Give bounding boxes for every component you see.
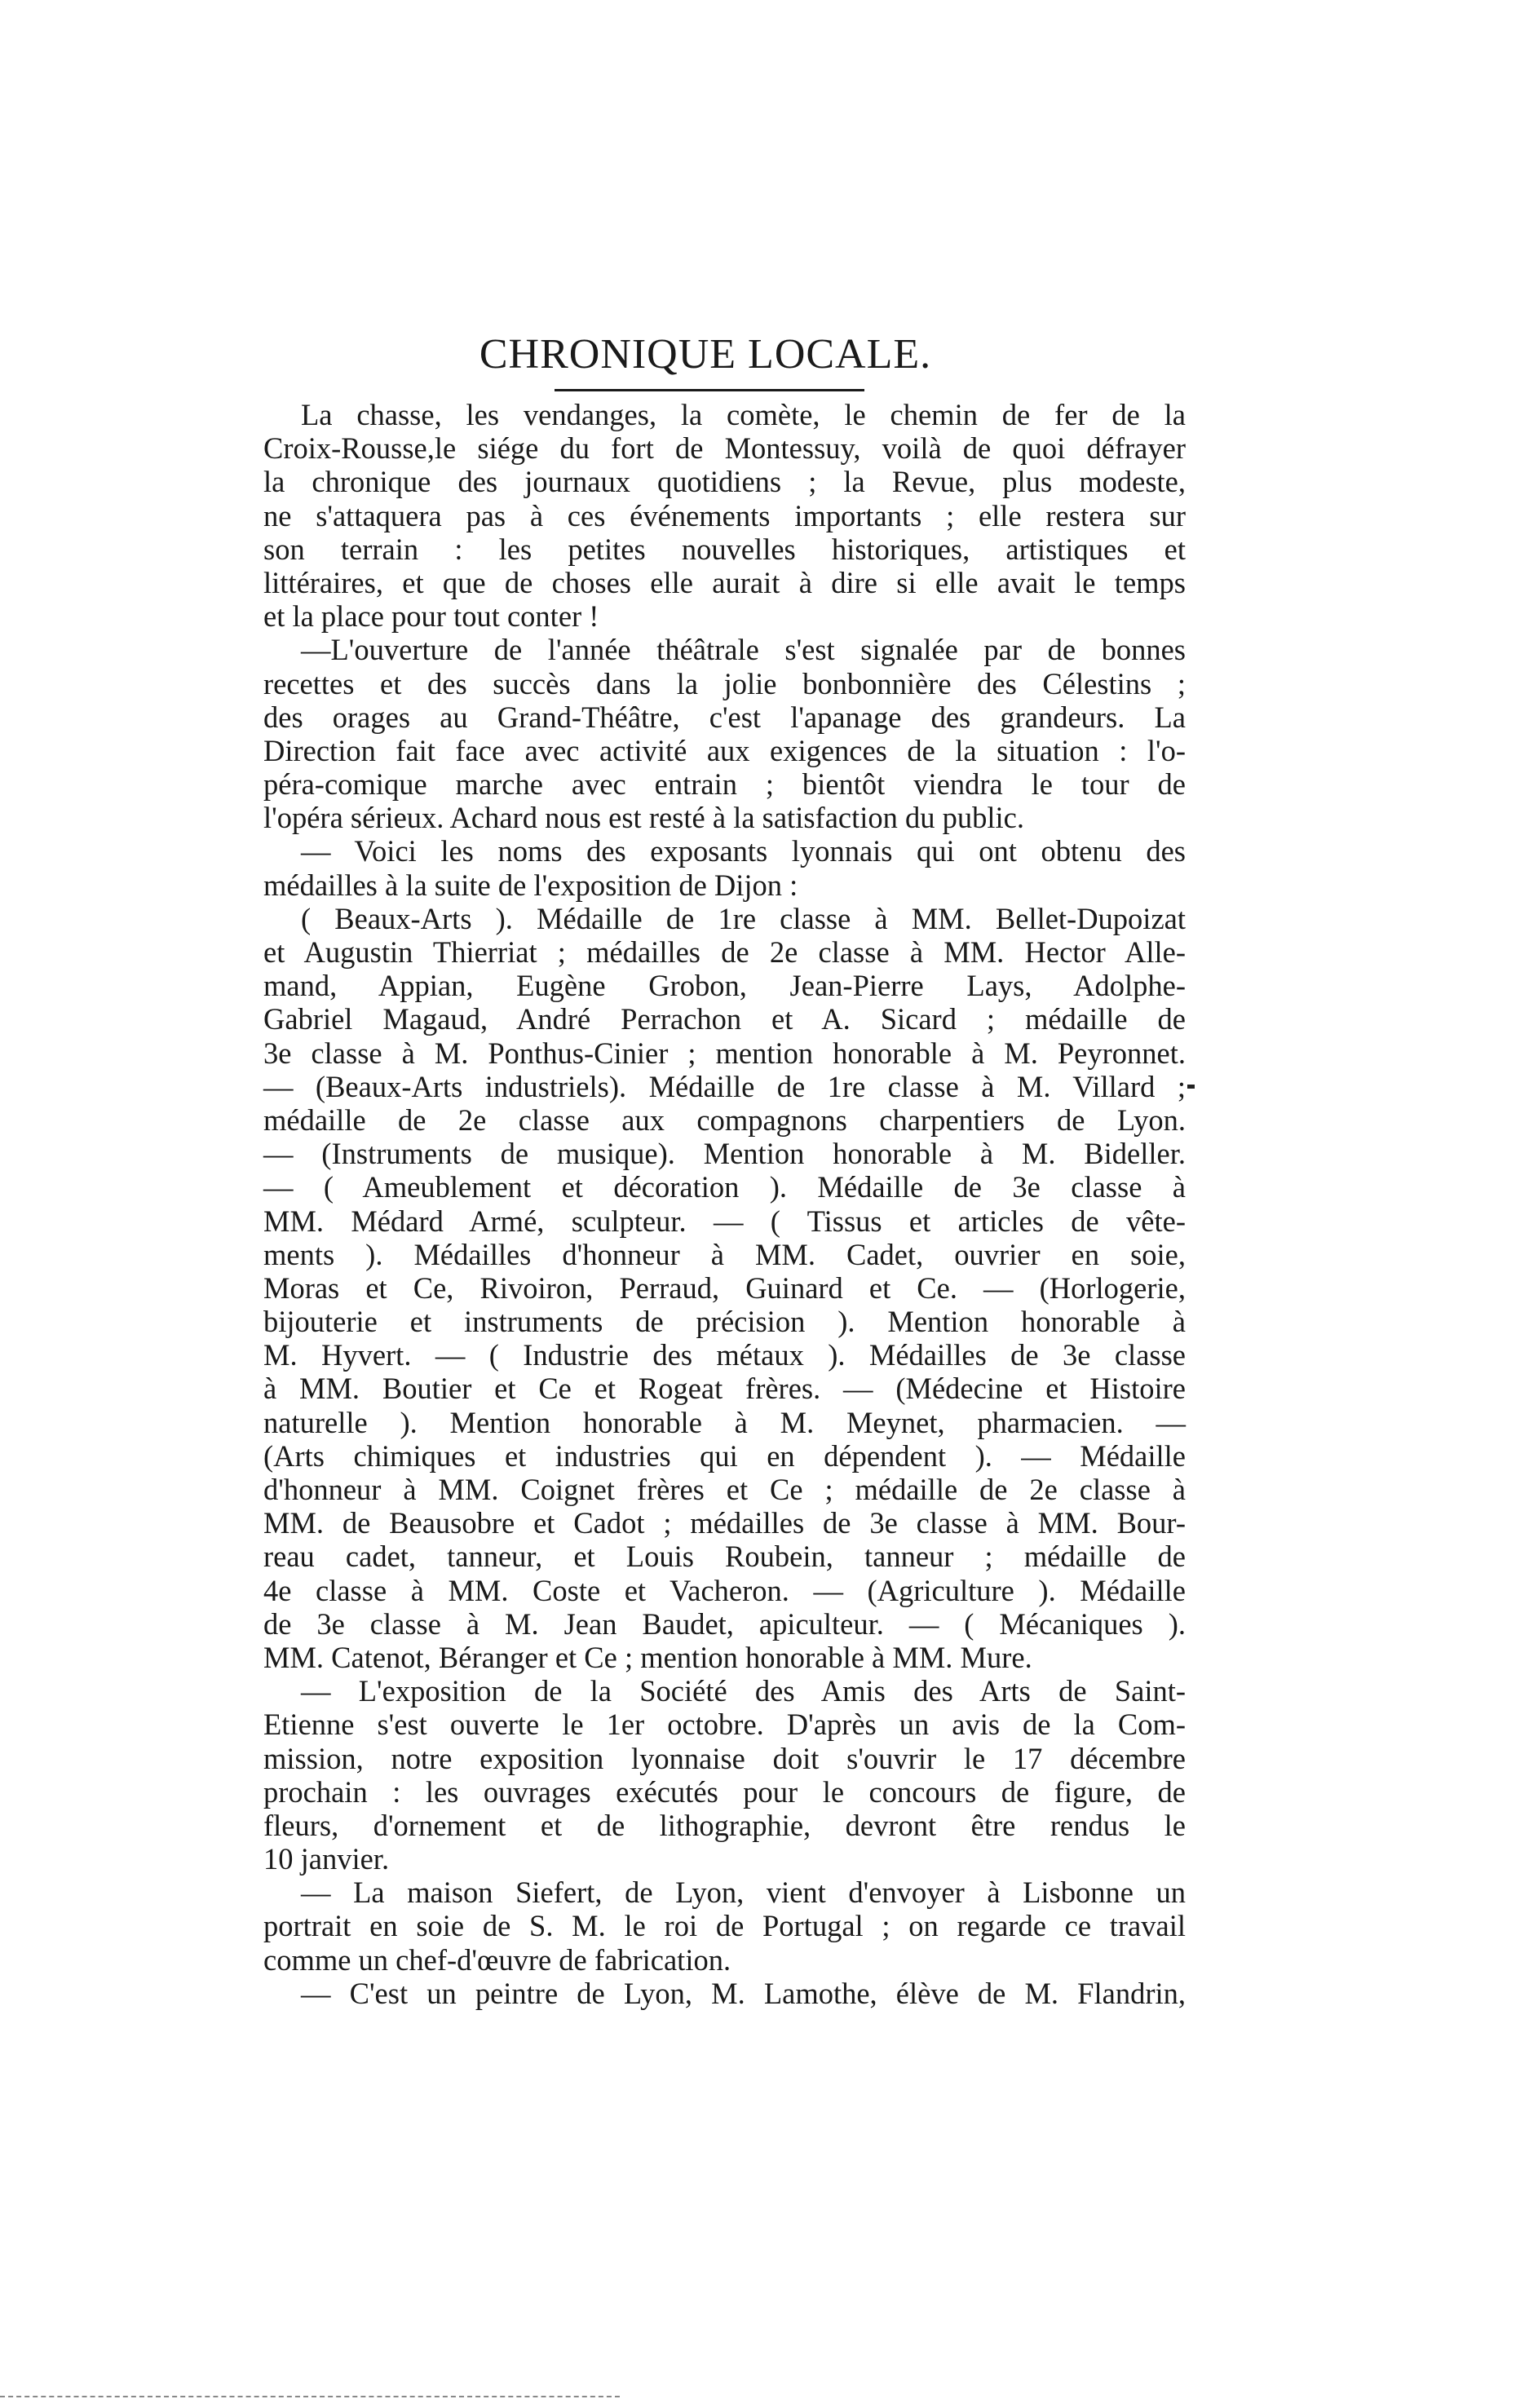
text-line: 10 janvier. bbox=[263, 1842, 390, 1876]
text-line: à MM. Boutier et Ce et Rogeat frères. — (Médecine et Histoire bbox=[263, 1372, 1186, 1406]
text-line: — C'est un peintre de Lyon, M. Lamothe, élève de M. Flandrin, bbox=[301, 1976, 1186, 2010]
text-line: 3e classe à M. Ponthus-Cinier ; mention honorable à M. Peyronnet. bbox=[263, 1036, 1186, 1070]
text-line: des orages au Grand-Théâtre, c'est l'apanage des grandeurs. La bbox=[263, 700, 1186, 734]
text-line: 4e classe à MM. Coste et Vacheron. — (Agriculture ). Médaille bbox=[263, 1573, 1186, 1607]
bottom-edge-rule bbox=[0, 2396, 620, 2397]
text-line: et la place pour tout conter ! bbox=[263, 599, 599, 634]
text-line: recettes et des succès dans la jolie bonbonnière des Célestins ; bbox=[263, 666, 1186, 700]
text-line: péra-comique marche avec entrain ; bientôt viendra le tour de bbox=[263, 767, 1186, 802]
text-line: reau cadet, tanneur, et Louis Roubein, tanneur ; médaille de bbox=[263, 1540, 1186, 1574]
text-line: La chasse, les vendanges, la comète, le chemin de fer de la bbox=[301, 398, 1186, 431]
text-line: portrait en soie de S. M. le roi de Portugal ; on regarde ce travail bbox=[263, 1909, 1186, 1943]
text-line: — ( Ameublement et décoration ). Médaille de 3e classe à bbox=[263, 1170, 1186, 1204]
text-line: d'honneur à MM. Coignet frères et Ce ; médaille de 2e classe à bbox=[263, 1473, 1186, 1506]
text-line: la chronique des journaux quotidiens ; la Revue, plus modeste, bbox=[263, 465, 1186, 499]
text-line: de 3e classe à M. Jean Baudet, apiculteur. — ( Mécaniques ). bbox=[263, 1606, 1186, 1641]
text-line: médaille de 2e classe aux compagnons charpentiers de Lyon. bbox=[263, 1102, 1186, 1137]
text-line: mission, notre exposition lyonnaise doit s'ouvrir le 17 décembre bbox=[263, 1741, 1186, 1775]
text-line: M. Hyvert. — ( Industrie des métaux ). Médailles de 3e classe bbox=[263, 1338, 1186, 1372]
text-line: Croix-Rousse,le siége du fort de Montessuy, voilà de quoi défrayer bbox=[263, 431, 1186, 466]
text-line: et Augustin Thierriat ; médailles de 2e classe à MM. Hector Alle- bbox=[263, 935, 1186, 969]
text-line: Moras et Ce, Rivoiron, Perraud, Guinard et Ce. — (Horlogerie, bbox=[263, 1270, 1186, 1305]
text-line: Direction fait face avec activité aux exigences de la situation : l'o- bbox=[263, 733, 1186, 767]
text-line: (Arts chimiques et industries qui en dépendent ). — Médaille bbox=[263, 1438, 1186, 1473]
text-line: fleurs, d'ornement et de lithographie, devront être rendus le bbox=[263, 1808, 1186, 1842]
text-line: — La maison Siefert, de Lyon, vient d'envoyer à Lisbonne un bbox=[301, 1876, 1186, 1910]
margin-mark bbox=[1187, 1085, 1195, 1089]
text-line: ne s'attaquera pas à ces événements importants ; elle restera sur bbox=[263, 498, 1186, 532]
text-line: MM. Médard Armé, sculpteur. — ( Tissus et articles de vête- bbox=[263, 1204, 1186, 1238]
title-underline bbox=[555, 389, 864, 391]
text-line: ( Beaux-Arts ). Médaille de 1re classe à MM. Bellet-Dupoizat bbox=[301, 901, 1186, 935]
text-line: — Voici les noms des exposants lyonnais qui ont obtenu des bbox=[301, 834, 1186, 868]
text-line: médailles à la suite de l'exposition de Dijon : bbox=[263, 868, 798, 902]
text-line: son terrain : les petites nouvelles historiques, artistiques et bbox=[263, 532, 1186, 566]
text-line: prochain : les ouvrages exécutés pour le concours de figure, de bbox=[263, 1774, 1186, 1809]
text-line: —L'ouverture de l'année théâtrale s'est signalée par de bonnes bbox=[301, 633, 1186, 667]
text-line: littéraires, et que de choses elle aurait à dire si elle avait le temps bbox=[263, 565, 1186, 599]
text-line: MM. Catenot, Béranger et Ce ; mention honorable à MM. Mure. bbox=[263, 1640, 1032, 1674]
text-line: — (Instruments de musique). Mention honorable à M. Bideller. bbox=[263, 1137, 1186, 1171]
text-line: mand, Appian, Eugène Grobon, Jean-Pierre Lays, Adolphe- bbox=[263, 969, 1186, 1003]
text-line: Etienne s'est ouverte le 1er octobre. D'après un avis de la Com- bbox=[263, 1708, 1186, 1742]
article-body bbox=[263, 398, 1186, 2010]
text-line: naturelle ). Mention honorable à M. Meynet, pharmacien. — bbox=[263, 1405, 1186, 1439]
page-title: CHRONIQUE LOCALE. bbox=[479, 331, 932, 378]
text-line: bijouterie et instruments de précision ). Mention honorable à bbox=[263, 1305, 1186, 1339]
text-line: l'opéra sérieux. Achard nous est resté à la satisfaction du public. bbox=[263, 801, 1024, 835]
text-line: MM. de Beausobre et Cadot ; médailles de 3e classe à MM. Bour- bbox=[263, 1506, 1186, 1540]
text-line: comme un chef-d'œuvre de fabrication. bbox=[263, 1942, 731, 1977]
text-line: ments ). Médailles d'honneur à MM. Cadet, ouvrier en soie, bbox=[263, 1237, 1186, 1271]
text-line: — (Beaux-Arts industriels). Médaille de 1re classe à M. Villard ; bbox=[263, 1069, 1186, 1103]
text-line: Gabriel Magaud, André Perrachon et A. Sicard ; médaille de bbox=[263, 1002, 1186, 1036]
text-line: — L'exposition de la Société des Amis des Arts de Saint- bbox=[301, 1674, 1186, 1708]
